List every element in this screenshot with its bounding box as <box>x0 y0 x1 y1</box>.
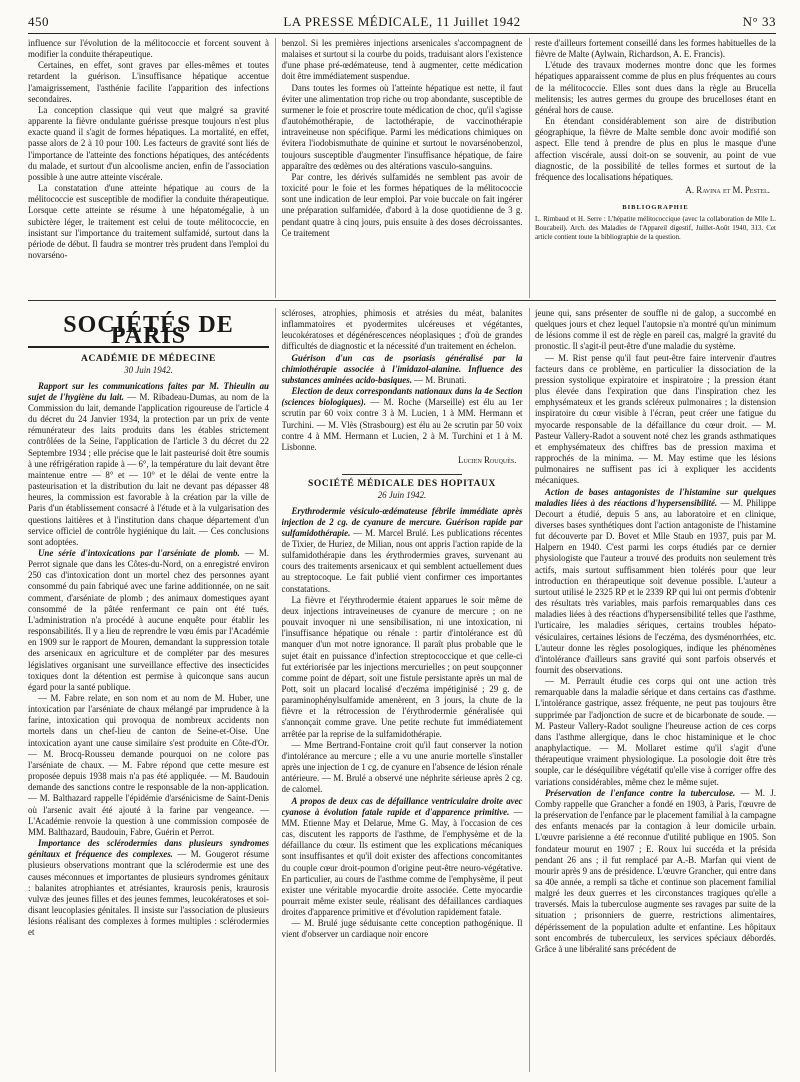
report-text: — M. Gougerot résume plusieurs observations montrant que la sclérodermie est une des causes méconnues et importantes de plusieurs syndromes génitaux : balanites atrophiantes et atrésiantes, kraurosis penis, kraurosis vulvæ des jeunes filles et des jeunes femmes, leucokératoses et soi-disant leucoplasies génitales. Il insiste sur l'association de plusieurs lésions réalisant des complexes à formes multiples : sclérodermies et <box>28 849 269 938</box>
report-block <box>535 353 776 487</box>
report-block <box>282 796 523 919</box>
page-number: 450 <box>28 14 49 29</box>
report-block <box>535 308 776 353</box>
report-block <box>282 386 523 453</box>
section-divider <box>28 300 776 301</box>
report-block <box>535 788 776 955</box>
article-continuation <box>28 38 776 298</box>
report-text: — MM. Etienne May et Delarue, Mme G. May, à l'occasion de ces cas, discutent les rapports de l'asthme, de l'emphysème et de la défaillance du cœur. Ils estiment que les explications mécaniques sont insuffisantes et qu'il doit exister des affections concomitantes du couple cœur droit-poumon d'origine peut-être neuro-végétative. En particulier, au cours de l'asthme comme de l'emphysème, il peut exister une véritable myocardie droite associée. Cette myocardie pourrait même exister seule, réalisant des défaillances cardiaques droites d'apparence primitive et d'évolution rapidement fatale. <box>281 806 523 918</box>
report-heading: Importance des sclérodermies dans plusieurs syndromes génitaux et fréquence des complexes. <box>28 838 269 860</box>
report-text: — M. Philippe Decourt a étudié, depuis 5 ans, au laboratoire et en clinique, diverses bases synthétiques dont l'action antagoniste de l'histamine fut découverte par D. Bovet et Mlle Staub en 1937, puis par M. Halpern en 1940. C'est parmi les corps étudiés par ce dernier physiologiste que l'auteur a trouvé des produits non seulement très actifs, mais surtout suffisamment bien tolérés pour que leur introduction en thérapeutique soit devenue possible. L'auteur a surtout utilisé le 2325 RP et le 2339 RP qui lui ont permis d'obtenir des résultats très variables, mais parfois remarquables dans ces maladies liées à des réactions d'hypersensibilité telles que l'asthme, l'urticaire, les maladies sériques, certains troubles hépato-vésiculaires, certaines lésions de l'eczéma, des dysménorrhées, etc. L'auteur donne les règles posologiques, indique les phénomènes d'intolérance d'ailleurs sans gravité qui sont parfois observés et fournit des observations. <box>535 497 776 675</box>
report-text: — M. Perrault étudie ces corps qui ont une action très remarquable dans la maladie sérique et dans certains cas d'asthme. L'intolérance gastrique, assez fréquente, ne peut pas toujours être supprimée par l'adjonction de sucre et de bicarbonate de soude. — M. Pasteur Vallery-Radot souligne l'heureuse action de ces corps dans l'asthme allergique, dans le choc histaminique et le choc anaphylactique. — M. Mollaret estime qu'il s'agit d'une thérapeutique vraiment physiologique. La posologie doit être très souple, car le déséquilibre végétatif qu'elle vise à corriger offre des variations considérables, même chez le même sujet. <box>535 676 776 787</box>
report-text: — M. Brunati. <box>414 374 467 385</box>
report-block <box>282 353 523 386</box>
society-title: ACADÉMIE DE MÉDECINE <box>81 354 216 365</box>
newspaper-page <box>28 14 776 1072</box>
report-heading: Rapport sur les communications faites par M. Thieulin au sujet de l'hygiène du lait. <box>28 380 269 402</box>
top-column-2 <box>282 38 523 298</box>
report-block <box>282 740 523 796</box>
report-text: — M. Fabre relate, en son nom et au nom de M. Huber, une intoxication par l'arséniate de chaux mélangé par imprudence à la farine, intoxication qui provoqua de nombreux accidents non mortels dans un chef-lieu de canton de Seine-et-Oise. Une intoxication ayant une cause similaire s'est produite en Côte-d'Or. — M. Brocq-Rousseu demande pourquoi on ne colore pas l'arséniate de chaux. — M. Fabre répond que cette mesure est proposée depuis 1938 mais n'a pas été appliquée. — M. Baudouin demande des sanctions contre le responsable de la non-application. — M. Balthazard rappelle l'épidémie d'arsénicisme de Saint-Denis où l'arsenic avait été ajouté à la farine par vengeance. — L'Académie renvoie la question à une commission composée de MM. Balthazard, Baudouin, Fabre, Guérin et Perrot. <box>28 693 269 837</box>
report-text: scléroses, atrophies, phimosis et atrésies du méat, balanites inflammatoires et pyodermites ulcéreuses et végétantes, leucokératoses et dégénérescences néoplasiques ; d'où de grandes difficultés de diagnostic et la nécessité d'un traitement en échelon. <box>281 308 523 352</box>
report-text: — M. Roche (Marseille) est élu au 1er scrutin par 60 voix contre 3 à M. Lucien, 1 à MM. Hermann et Turchini. — M. Vlès (Strasbourg) est élu au 2e scrutin par 50 voix contre 4 à MM. Hermann et Lucien, 2 à M. Turchini et 1 à M. Lisbonne. <box>281 397 523 452</box>
session-date: 26 Juin 1942. <box>377 490 427 501</box>
report-block <box>282 506 523 595</box>
report-text: — M. Perrot signale que dans les Côtes-du-Nord, on a enregistré environ 250 cas d'intoxication dont un mortel chez des personnes ayant consommé du pain fabriqué avec une farine additionnée, on ne sait comment, d'arséniate de plomb ; des animaux domestiques ayant consommé de la pâtée renfermant ce pain ont été tués. L'administration n'a procédé à aucune enquête pour établir les responsabilités. Il y a lieu de reprendre le vœu émis par l'Académie en 1909 sur le rapport de Mouren, demandant la suppression totale des arsenicaux en agriculture et de compléter par des mesures législatives organisant une surveillance effective des insecticides toxiques dont la détention est permise à quiconque sans aucun égard pour la santé publique. <box>28 547 269 692</box>
report-block <box>282 595 523 740</box>
paragraph: En étendant considérablement son aire de distribution géographique, la fièvre de Malte semble donc avoir modifié son aspect. Elle tend à prendre de plus en plus le masque d'une affection viscérale, aussi doit-on se souvenir, au point de vue diagnostic, de la possibilité de telles formes et surtout de la fréquence des localisations hépatiques. <box>535 116 776 182</box>
societes-section <box>28 308 776 1072</box>
report-block <box>282 918 523 940</box>
paragraph: Par contre, les dérivés sulfamidés ne semblent pas avoir de toxicité pour le foie et les formes hépatiques de la mélitococcie sont une indication de leur emploi. Par voie buccale on fait ingérer une préparation sulfamidée, d'abord à la dose quotidienne de 3 g. pendant quatre à cinq jours, puis ensuite à des doses décroissantes. Ce traitement <box>281 171 523 238</box>
paragraph: L'étude des travaux modernes montre donc que les formes hépatiques apparaissent comme de plus en plus fréquentes au cours de la mélitococcie. Elles sont dues dans la règle au Brucella melitensis; les autres germes du groupe des brucelloses étant en général hors de cause. <box>535 60 776 115</box>
report-block <box>28 693 269 838</box>
bottom-column-3 <box>535 308 776 1072</box>
report-block <box>28 381 269 548</box>
secretary-signature: Lucien Rouquès. <box>458 455 517 466</box>
paragraph: La constatation d'une atteinte hépatique au cours de la mélitococcie est susceptible de modifier la conduite thérapeutique. Lorsque cette atteinte se résume à une hépatomégalie, à un subictère léger, le traitement est celui de toute mélitococcie, en insistant sur l'importance du traitement sulfamidé, surtout dans la période de début. Il faudra se montrer très prudent dans l'emploi du novarséno- <box>28 183 269 260</box>
report-text: — Mme Bertrand-Fontaine croit qu'il faut conserver la notion d'intolérance au mercure ; elle a vu une anurie mortelle s'installer après une injection de 1 cg. de cyanure en l'absence de lésion rénale antérieure. — M. Brulé a observé une néphrite sérieuse après 2 cg. de calomel. <box>281 739 523 795</box>
report-text: — M. Marcel Brulé. Les publications récentes de Tixier, de Huriez, de Milian, nous ont appris l'action rapide de la sulfamidothérapie dans les érythrodermies graves, survenant au cours des traitements arsenicaux et qui semblent actuellement dues au streptocoque. Le fait publié vient confirmer ces importantes constatations. <box>281 527 523 594</box>
paragraph: reste d'ailleurs fortement conseillé dans les formes habituelles de la fièvre de Malte (Aylwain, Richardson, A. E. Francis). <box>535 38 776 60</box>
article-signature: A. Ravina et M. Pestel. <box>685 185 770 196</box>
report-heading: Préservation de l'enfance contre la tuberculose. <box>545 787 736 798</box>
bottom-column-2 <box>282 308 523 1072</box>
report-text: — M. J. Comby rappelle que Grancher a fondé en 1903, à Paris, l'œuvre de la préservation de l'enfance par le placement familial à la campagne des enfants menacés par la contagion à leur domicile urbain. L'œuvre parisienne a été reconnue d'utilité publique en 1905. Son fondateur mourut en 1907 ; E. Roux lui succéda et la présida pendant 26 ans ; il fut remplacé par A.-B. Marfan qui vient de mourir après 9 ans de présidence. L'œuvre Grancher, qui entre dans sa 40e année, a rempli sa tâche et continue son placement familial malgré les deux guerres et les circonstances tragiques qu'elle a traversés. Mais la tuberculose augmente ses ravages par suite de la situation ; prisonniers de guerre, restrictions alimentaires, dépérissement de la population adulte et enfantine. Les hôpitaux sont encombrés de tuberculeux, les services spéciaux débordés. Grâce à une libéralité sans précédent de <box>535 787 776 954</box>
page-header <box>28 14 776 34</box>
report-heading: Une série d'intoxications par l'arséniate de plomb. <box>38 547 240 558</box>
issue-number: N° 33 <box>742 14 776 29</box>
society-title: SOCIÉTÉ MÉDICALE DES HOPITAUX <box>308 479 496 490</box>
report-heading: Action de bases antagonistes de l'histamine sur quelques maladies liées à des réactions d'hypersensibilité. <box>535 486 776 508</box>
report-text: — M. Rist pense qu'il faut peut-être faire intervenir d'autres facteurs dans ce problème, en particulier la dissociation de la pression systolique expiratoire et inspiratoire ; la pression étant plus élevée dans l'expiration que dans l'inspiration chez les emphysémateux et les grands scléreux pulmonaires ; la distension inspiratoire du cœur visible à l'écran, peut créer une fatigue du myocarde responsable de la défaillance du cœur droit. — M. Pasteur Vallery-Radot a souvent noté chez les grands asthmatiques et emphysémateux des chiffres bas de pression maxima et rapprochés de la minima. — M. May estime que les lésions pulmonaires ne suffisent pas ici à expliquer les accidents mécaniques. <box>535 352 776 486</box>
report-block <box>28 548 269 693</box>
report-heading: A propos de deux cas de défaillance ventriculaire droite avec cyanose à évolution fatale rapide et d'apparence primitive. <box>281 795 523 817</box>
report-block <box>535 676 776 788</box>
bottom-column-1 <box>28 308 269 1072</box>
paragraph: influence sur l'évolution de la mélitococcie et forcent souvent à modifier la conduite thérapeutique. <box>28 38 269 60</box>
report-heading: Erythrodermie vésiculo-œdémateuse fébrile immédiate après injection de 2 cg. de cyanure de mercure. Guérison rapide par sulfamidothérapie. <box>281 505 523 538</box>
paragraph: La conception classique qui veut que malgré sa gravité apparente la fièvre ondulante guérisse presque toujours n'est plus exacte quand il s'agit de formes hépatiques. La mortalité, en effet, passe alors de 2 à 10 pour 100. Les facteurs de gravité sont liés de l'importance de l'atteinte des fonctions hépatiques, des antécédents du malade, et surtout d'un alcoolisme ancien, enfin de l'association possible à une autre atteinte viscérale. <box>28 104 269 182</box>
bibliography-heading: BIBLIOGRAPHIE <box>622 204 689 212</box>
top-column-3 <box>535 38 776 298</box>
report-block <box>282 308 523 353</box>
report-block <box>28 838 269 938</box>
section-banner: SOCIÉTÉS DE PARIS <box>28 308 269 348</box>
publication-title: LA PRESSE MÉDICALE, 11 Juillet 1942 <box>283 14 521 29</box>
report-heading: Election de deux correspondants nationaux dans la 4e Section (sciences biologiques). <box>281 386 523 408</box>
report-text: La fièvre et l'érythrodermie étaient apparues le soir même de deux injections intraveineuses de cyanure de mercure ; on ne pouvait invoquer ni une sensibilisation, ni une intoxication, ni l'insuffisance hépatique ou rénale : partir d'intolérance est dû manquer d'un mot notre ignorance. Il paraît plus probable que le sujet était en puissance d'infection streptococcique et que celle-ci fut extériorisée par les injections mercurielles ; on peut soupçonner comme point de départ, soit une fistule persistante après un mal de Pott, soit un placard localisé d'eczéma impétiginisé ; 29 g. de paraminophénylsulfamide amenèrent, en 3 jours, la chute de la fièvre et la rétrocession de l'érythrodermie généralisée qui s'annonçait comme grave. Une petite rechute fut immédiatement arrêtée par la reprise de la sulfamidothérapie. <box>281 594 523 739</box>
session-date: 30 Juin 1942. <box>124 365 173 376</box>
bibliography-entry: L. Rimbaud et H. Serre : L'hépatite mélitococcique (avec la collaboration de Mlle L. Boucabeil). Arch. des Maladies de l'Appareil digestif, Juillet-Août 1940, 313. Cet article contient toute la bibliographie de la question. <box>535 215 776 242</box>
report-heading: Guérison d'un cas de psoriasis généralisé par la chimiothérapie associée à l'imidazol-alanine. Influence des substances aminées acido-basiques. <box>281 352 523 385</box>
divider-rule <box>342 474 463 475</box>
paragraph: benzol. Si les premières injections arsenicales s'accompagnent de malaises et surtout si la courbe du poids, traduisant alors l'existence d'une phase pré-œdémateuse, tend à augmenter, cette médication doit être immédiatement suspendue. <box>281 38 523 82</box>
paragraph: Certaines, en effet, sont graves par elles-mêmes et toutes retardent la guérison. L'insuffisance hépatique accentue l'amaigrissement, l'asthénie facilite l'apparition des infections secondaires. <box>28 60 269 104</box>
report-block <box>535 487 776 677</box>
paragraph: Dans toutes les formes où l'atteinte hépatique est nette, il faut éviter une alimentation trop riche ou trop abondante, susceptible de surmener le foie et proscrire toute médication de choc, qu'il s'agisse d'autohémothérapie, de lactothérapie, de vaccinothérapie intraveineuse non spécifique. Parmi les médications chimiques on évitera l'iodobismuthate de quinine et surtout le novarsénobenzol, toujours susceptible d'augmenter l'insuffisance hépatique, de faire apparaître des œdèmes ou des altérations vasculo-sanguins. <box>281 82 523 171</box>
report-text: jeune qui, sans présenter de souffle ni de galop, a succombé en quelques jours et chez lequel l'autopsie n'a montré qu'un minimum de lésions comme il est de règle en pareil cas, malgré la gravité du pronostic. Il s'agit-il peut-être d'une maladie du système. <box>535 308 776 352</box>
report-text: — M. Ribadeau-Dumas, au nom de la Commission du lait, demande l'application rigoureuse de l'article 4 du décret du 24 Janvier 1934, la protection par un prix de vente rémunérateur des laits produits dans les étables strictement contrôlées de la Seine, l'application de l'article 3 du décret du 22 Septembre 1934 ; elle précise que le lait pasteurisé doit être soumis à une réfrigération rapide à — 6°, la température du lait devant être maintenue entre — 8° et — 10° et le délai de vente entre la pasteurisation et la distribution du lait ne devant pas dépasser 48 heures, la commission est favorable à la création par la ville de Paris d'un établissement consacré à l'étude et à la vulgarisation des questions laitières et à l'institution dans chaque département d'un service officiel de contrôle hygiénique du lait. — Ces conclusions sont adoptées. <box>28 391 269 547</box>
top-column-1 <box>28 38 269 298</box>
report-text: — M. Brulé juge séduisante cette conception pathogénique. Il vient d'observer un cardiaque noir encore <box>281 918 523 940</box>
